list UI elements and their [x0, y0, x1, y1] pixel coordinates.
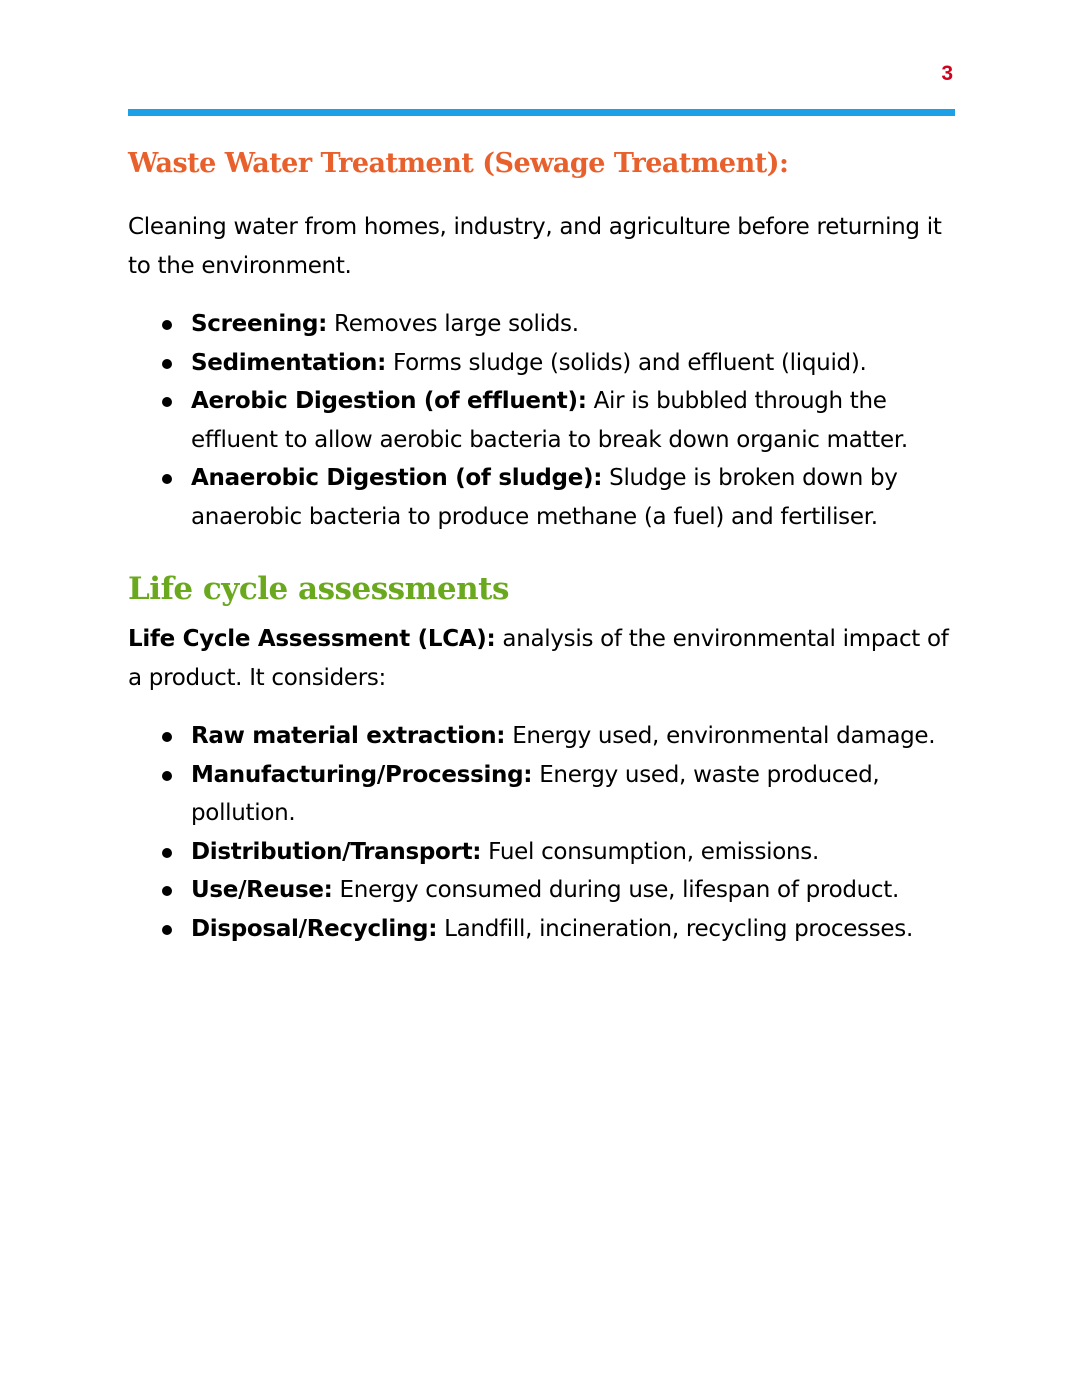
- bullet-icon: [162, 732, 172, 742]
- item-term: Raw material extraction:: [191, 723, 506, 749]
- list-item: [128, 833, 958, 872]
- intro-text: analysis of the environmental impact of a product. It considers:: [128, 626, 949, 691]
- bullet-icon: [162, 474, 172, 484]
- bullet-icon: [162, 397, 172, 407]
- item-text: Fuel consumption, emissions.: [481, 838, 819, 865]
- list-item: [128, 382, 958, 459]
- list-item: [128, 717, 958, 756]
- item-text: Energy consumed during use, lifespan of product.: [332, 877, 900, 903]
- list-item: [128, 910, 958, 949]
- item-text: Landfill, incineration, recycling processes.: [437, 915, 913, 942]
- item-text: Forms sludge (solids) and effluent (liquid).: [386, 349, 867, 376]
- item-text: Sludge is broken down by anaerobic bacteria to produce methane (a fuel) and fertiliser.: [191, 465, 898, 530]
- bullet-icon: [162, 886, 172, 896]
- list-item: [128, 459, 958, 536]
- item-text: Energy used, waste produced, pollution.: [191, 761, 880, 826]
- item-term: Manufacturing/Processing:: [191, 761, 533, 788]
- bullet-icon: [162, 925, 172, 935]
- item-term: Disposal/Recycling:: [191, 915, 438, 942]
- intro-term: Life Cycle Assessment (LCA):: [128, 626, 496, 652]
- header-rule: [128, 109, 955, 116]
- bullet-icon: [162, 771, 172, 781]
- bullet-icon: [162, 848, 172, 858]
- waste-water-steps-list: [128, 305, 958, 536]
- page-content: [128, 140, 958, 948]
- list-item: [128, 305, 958, 344]
- section-intro-life-cycle: [128, 620, 958, 697]
- list-item: [128, 871, 958, 910]
- page-number: 3: [941, 62, 953, 85]
- item-term: Anaerobic Digestion (of sludge):: [191, 465, 603, 491]
- list-item: [128, 756, 958, 833]
- bullet-icon: [162, 320, 172, 330]
- section-intro-waste-water: Cleaning water from homes, industry, and agriculture before returning it to the environment.: [128, 214, 942, 279]
- lca-stages-list: [128, 717, 958, 948]
- bullet-icon: [162, 359, 172, 369]
- section-heading-waste-water: Waste Water Treatment (Sewage Treatment):: [128, 148, 789, 179]
- item-text: Air is bubbled through the effluent to allow aerobic bacteria to break down organic matter.: [191, 388, 908, 453]
- item-term: Aerobic Digestion (of effluent):: [191, 388, 587, 414]
- item-term: Use/Reuse:: [191, 877, 333, 903]
- item-text: Energy used, environmental damage.: [505, 723, 936, 749]
- item-term: Distribution/Transport:: [191, 838, 482, 865]
- section-heading-life-cycle: Life cycle assessments: [128, 571, 509, 607]
- item-text: Removes large solids.: [327, 311, 579, 337]
- item-term: Screening:: [191, 311, 328, 337]
- list-item: [128, 344, 958, 383]
- item-term: Sedimentation:: [191, 349, 387, 376]
